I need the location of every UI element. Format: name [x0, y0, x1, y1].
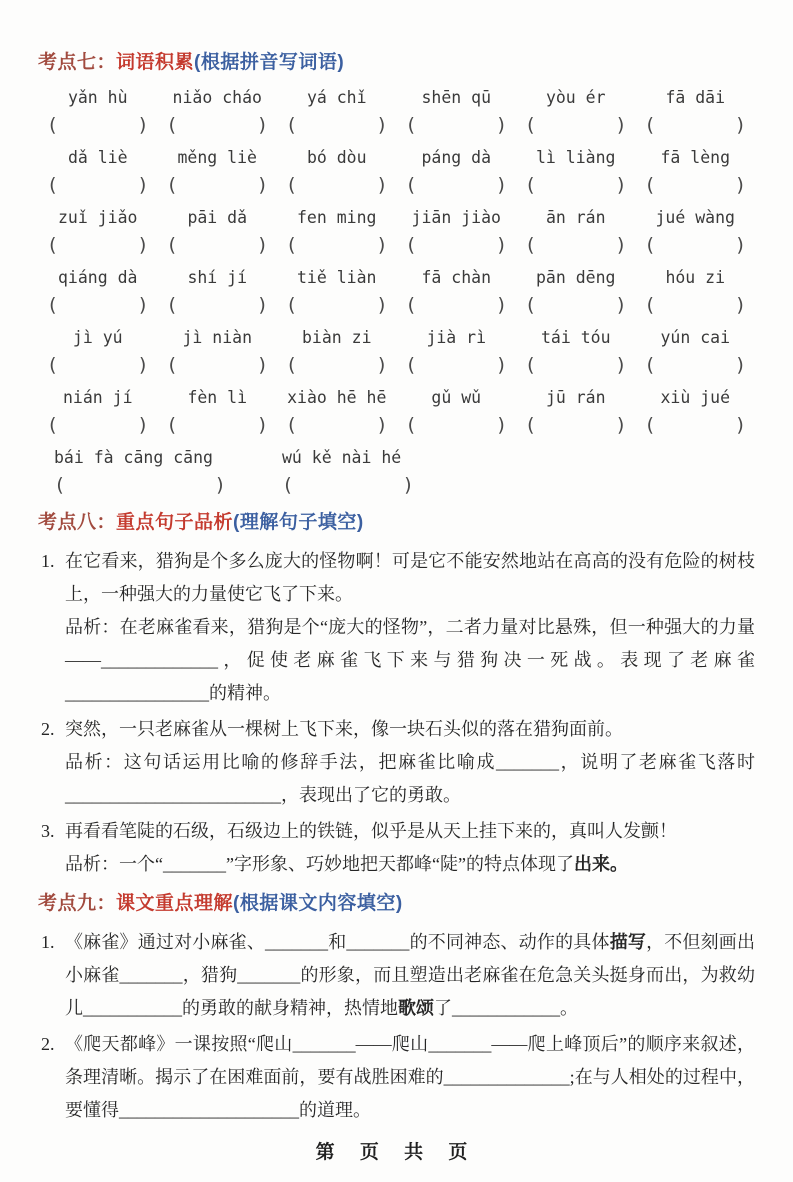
- paren-close: ): [137, 414, 149, 436]
- paren-open: (: [524, 174, 537, 196]
- section9-title: [38, 891, 755, 917]
- answer-blank: [405, 170, 507, 200]
- pinyin-word: jiān jiào: [411, 208, 501, 227]
- pinyin-cell: [397, 385, 517, 440]
- pinyin-cell: [38, 205, 158, 260]
- paren-close: ): [734, 234, 747, 256]
- pinyin-cell: [38, 325, 158, 380]
- pinyin-word: dǎ liè: [67, 148, 128, 167]
- pinyin-cell: [397, 205, 517, 260]
- answer-blank: [644, 170, 746, 200]
- paren-close: ): [137, 354, 149, 376]
- paren-open: (: [405, 174, 417, 196]
- section9-title-prefix: 考点九：: [38, 893, 117, 914]
- answer-blank: [525, 350, 627, 380]
- pinyin-word: měng liè: [177, 148, 257, 167]
- section7-title: [38, 50, 755, 76]
- answer-blank: [166, 290, 268, 320]
- paren-open: (: [166, 294, 178, 316]
- pinyin-word: fen ming: [297, 208, 377, 227]
- pinyin-cell: [158, 205, 278, 260]
- paren-open: (: [46, 354, 59, 376]
- section8-title-note: (理解句子填空): [233, 512, 364, 533]
- paren-open: (: [644, 234, 656, 256]
- section7-title-note: (根据拼音写词语): [194, 52, 345, 73]
- paren-close: ): [734, 174, 747, 196]
- text-segment: 再看看笔陡的石级，石级边上的铁链，似乎是从天上挂下来的，真叫人发颤！: [65, 821, 677, 841]
- pinyin-word: yòu ér: [545, 88, 606, 107]
- pinyin-cell: [158, 265, 278, 320]
- answer-blank: [47, 410, 149, 440]
- pinyin-cell: [516, 265, 636, 320]
- paragraph: [65, 926, 755, 1025]
- pinyin-word: shí jí: [187, 268, 248, 287]
- question-item: [38, 926, 755, 1025]
- pinyin-grid: [38, 85, 755, 500]
- item-number: 2.: [41, 719, 55, 739]
- pinyin-word: wú kě nài hé: [282, 448, 402, 467]
- paren-close: ): [256, 354, 269, 376]
- paren-open: (: [166, 354, 178, 376]
- paren-close: ): [376, 354, 388, 376]
- paren-open: (: [166, 174, 178, 196]
- paren-open: (: [524, 114, 537, 136]
- paren-close: ): [137, 114, 149, 136]
- pinyin-cell: [516, 85, 636, 140]
- paren-open: (: [166, 234, 178, 256]
- answer-blank: [166, 230, 268, 260]
- answer-blank: [644, 230, 746, 260]
- pinyin-row: [38, 265, 755, 320]
- paren-open: (: [46, 114, 59, 136]
- answer-blank: [286, 110, 388, 140]
- text-segment: 突然，一只老麻雀从一棵树上飞下来，像一块石头似的落在猎狗面前。: [65, 719, 623, 739]
- answer-blank: [525, 230, 627, 260]
- paren-close: ): [256, 174, 269, 196]
- section8-title-topic: 重点句子品析: [116, 512, 234, 533]
- paren-open: (: [644, 354, 656, 376]
- paren-open: (: [524, 414, 537, 436]
- section-sentence-analysis: [38, 510, 755, 881]
- pinyin-word: hóu zi: [665, 268, 726, 287]
- paren-close: ): [402, 474, 414, 496]
- paren-open: (: [524, 234, 537, 256]
- paren-close: ): [615, 174, 627, 196]
- paren-open: (: [285, 174, 298, 196]
- section9-title-topic: 课文重点理解: [116, 893, 234, 914]
- paragraph: [65, 848, 755, 881]
- question-item: [38, 1028, 755, 1127]
- pinyin-word: bái fà cāng cāng: [54, 448, 213, 467]
- answer-blank: [166, 410, 268, 440]
- bold-text: 歌颂: [398, 998, 434, 1018]
- paren-close: ): [495, 414, 508, 436]
- paren-close: ): [615, 414, 627, 436]
- pinyin-cell: [38, 85, 158, 140]
- paren-open: (: [285, 414, 298, 436]
- paren-close: ): [615, 354, 627, 376]
- pinyin-cell: [158, 145, 278, 200]
- paren-close: ): [495, 114, 508, 136]
- pinyin-cell: [277, 265, 397, 320]
- text-segment: 《麻雀》通过对小麻雀、_______和_______的不同神态、动作的具体: [65, 932, 610, 952]
- answer-blank: [644, 290, 746, 320]
- pinyin-cell: [636, 85, 756, 140]
- pinyin-word: pāi dǎ: [187, 208, 248, 227]
- paren-open: (: [644, 174, 656, 196]
- pinyin-cell: [277, 385, 397, 440]
- pinyin-word: bó dòu: [306, 148, 367, 167]
- pinyin-word: xiù jué: [660, 388, 731, 407]
- pinyin-cell: [636, 325, 756, 380]
- pinyin-word: fā dāi: [665, 88, 726, 107]
- paren-open: (: [166, 414, 178, 436]
- pinyin-word: jué wàng: [655, 208, 735, 227]
- paren-close: ): [137, 234, 149, 256]
- paren-open: (: [405, 414, 417, 436]
- answer-blank: [525, 110, 627, 140]
- paragraph: [65, 746, 755, 812]
- pinyin-cell: [516, 205, 636, 260]
- answer-blank: [405, 230, 507, 260]
- text-segment: 了____________。: [434, 998, 578, 1018]
- paren-close: ): [376, 234, 388, 256]
- pinyin-word: xiào hē hē: [287, 388, 387, 407]
- paren-close: ): [734, 294, 747, 316]
- pinyin-word: yún cai: [660, 328, 731, 347]
- paren-open: (: [46, 234, 59, 256]
- answer-blank: [166, 170, 268, 200]
- pinyin-cell: [158, 325, 278, 380]
- pinyin-word: ān rán: [545, 208, 606, 227]
- answer-blank: [644, 350, 746, 380]
- answer-blank: [525, 170, 627, 200]
- pinyin-word: pān dēng: [536, 268, 616, 287]
- answer-blank: [47, 110, 149, 140]
- paren-close: ): [376, 414, 388, 436]
- pinyin-cell: [397, 265, 517, 320]
- item-number: 1.: [41, 932, 55, 952]
- pinyin-word: qiáng dà: [58, 268, 138, 287]
- paren-close: ): [256, 294, 269, 316]
- question-item: [38, 545, 755, 710]
- pinyin-cell: [277, 325, 397, 380]
- answer-blank: [644, 110, 746, 140]
- text-segment: 品析：一个“_______”字形象、巧妙地把天都峰“陡”的特点体现了: [65, 854, 574, 874]
- paren-open: (: [285, 234, 298, 256]
- section9-items: [38, 926, 755, 1127]
- pinyin-word: jì niàn: [182, 328, 253, 347]
- page-footer: 第 页 共 页: [315, 1142, 478, 1163]
- answer-blank: [405, 350, 507, 380]
- section8-items: [38, 545, 755, 881]
- section7-title-prefix: 考点七：: [38, 52, 117, 73]
- paragraph: [65, 611, 755, 710]
- section7-title-topic: 词语积累: [116, 52, 195, 73]
- paren-open: (: [285, 294, 298, 316]
- pinyin-cell: [397, 325, 517, 380]
- pinyin-row-wide: [54, 445, 755, 500]
- paren-close: ): [214, 474, 226, 496]
- paren-open: (: [282, 474, 294, 496]
- paren-open: (: [644, 114, 656, 136]
- pinyin-cell: [397, 85, 517, 140]
- paren-close: ): [615, 114, 627, 136]
- pinyin-cell: [38, 145, 158, 200]
- pinyin-word: tái tóu: [540, 328, 611, 347]
- paren-close: ): [495, 174, 508, 196]
- pinyin-row: [38, 85, 755, 140]
- pinyin-word: shēn qū: [421, 88, 492, 107]
- paragraph: [65, 713, 755, 746]
- question-item: [38, 815, 755, 881]
- paren-open: (: [644, 414, 656, 436]
- pinyin-word: jū rán: [545, 388, 606, 407]
- pinyin-cell: [277, 145, 397, 200]
- text-segment: 品析：在老麻雀看来，猎狗是个“庞大的怪物”，二者力量对比悬殊，但一种强大的力量——_____________，促使老麻雀飞下来与猎狗决一死战。表现了老麻雀________________的精神。: [65, 617, 755, 703]
- paren-open: (: [46, 294, 59, 316]
- paren-open: (: [46, 414, 59, 436]
- paren-close: ): [376, 174, 388, 196]
- paren-close: ): [615, 234, 627, 256]
- pinyin-cell: [38, 385, 158, 440]
- paren-close: ): [615, 294, 627, 316]
- paren-close: ): [137, 294, 149, 316]
- text-segment: ，不但刻画出小麻雀_______，猎狗_______的形象，而且塑造出老麻雀在危急关头挺身而出，为救幼儿___________的勇敢的献身精神，热情地: [65, 932, 755, 1018]
- pinyin-word: tiě liàn: [297, 268, 377, 287]
- pinyin-word: jì yú: [72, 328, 123, 347]
- pinyin-cell: [38, 265, 158, 320]
- paren-open: (: [46, 174, 59, 196]
- pinyin-cell: [277, 85, 397, 140]
- answer-blank: [286, 230, 388, 260]
- answer-blank: [166, 350, 268, 380]
- answer-blank: [47, 290, 149, 320]
- pinyin-word: gǔ wǔ: [431, 388, 482, 407]
- paren-close: ): [376, 114, 388, 136]
- answer-blank: [47, 350, 149, 380]
- pinyin-row: [38, 205, 755, 260]
- pinyin-cell: [636, 385, 756, 440]
- pinyin-word: lì liàng: [536, 148, 616, 167]
- answer-blank: [525, 410, 627, 440]
- answer-blank: [166, 110, 268, 140]
- pinyin-cell: [636, 205, 756, 260]
- paren-open: (: [524, 354, 537, 376]
- answer-blank: [286, 410, 388, 440]
- answer-blank: [282, 470, 414, 500]
- bold-text: 描写: [609, 932, 647, 952]
- pinyin-word: yá chǐ: [306, 88, 367, 107]
- pinyin-cell: [636, 265, 756, 320]
- paren-close: ): [734, 114, 747, 136]
- paren-open: (: [524, 294, 537, 316]
- pinyin-row: [38, 145, 755, 200]
- pinyin-word: fā chàn: [421, 268, 492, 287]
- pinyin-cell: [636, 145, 756, 200]
- paren-close: ): [256, 114, 269, 136]
- bold-text: 出来。: [573, 854, 628, 874]
- answer-blank: [286, 350, 388, 380]
- pinyin-cell: [158, 85, 278, 140]
- paren-close: ): [495, 294, 508, 316]
- paren-open: (: [644, 294, 656, 316]
- pinyin-cell: [54, 445, 226, 500]
- pinyin-word: biàn zi: [301, 328, 372, 347]
- pinyin-word: yǎn hù: [67, 88, 128, 107]
- paren-open: (: [54, 474, 66, 496]
- pinyin-word: nián jí: [62, 388, 133, 407]
- answer-blank: [47, 170, 149, 200]
- paren-open: (: [285, 354, 298, 376]
- paren-close: ): [495, 354, 508, 376]
- paren-open: (: [166, 114, 178, 136]
- paren-close: ): [376, 294, 388, 316]
- text-segment: 品析：这句话运用比喻的修辞手法，把麻雀比喻成_______，说明了老麻雀飞落时________________________，表现出了它的勇敢。: [65, 752, 755, 805]
- paragraph: [65, 1028, 755, 1127]
- answer-blank: [54, 470, 226, 500]
- answer-blank: [47, 230, 149, 260]
- pinyin-word: páng dà: [421, 148, 492, 167]
- answer-blank: [405, 110, 507, 140]
- pinyin-row: [38, 385, 755, 440]
- paren-close: ): [495, 234, 508, 256]
- item-number: 2.: [41, 1034, 55, 1054]
- paragraph: [65, 815, 755, 848]
- pinyin-cell: [282, 445, 414, 500]
- pinyin-word: niǎo cháo: [172, 88, 262, 107]
- section8-title: [38, 510, 755, 536]
- pinyin-cell: [516, 325, 636, 380]
- paren-close: ): [734, 414, 747, 436]
- paren-open: (: [405, 354, 417, 376]
- answer-blank: [644, 410, 746, 440]
- paren-open: (: [285, 114, 298, 136]
- paren-close: ): [734, 354, 747, 376]
- pinyin-cell: [516, 385, 636, 440]
- text-segment: 在它看来，猎狗是个多么庞大的怪物啊！可是它不能安然地站在高高的没有危险的树枝上，一种强大的力量使它飞了下来。: [65, 551, 755, 604]
- pinyin-cell: [397, 145, 517, 200]
- answer-blank: [286, 170, 388, 200]
- section-text-comprehension: [38, 891, 755, 1127]
- section-pinyin: [38, 50, 755, 500]
- answer-blank: [405, 410, 507, 440]
- paragraph: [65, 545, 755, 611]
- paren-close: ): [256, 414, 269, 436]
- text-segment: 《爬天都峰》一课按照“爬山_______——爬山_______——爬上峰顶后”的顺序来叙述，条理清晰。揭示了在困难面前，要有战胜困难的______________;在与人相处的过程中，要懂得____________________的道理。: [65, 1034, 755, 1120]
- answer-blank: [286, 290, 388, 320]
- item-number: 3.: [41, 821, 55, 841]
- answer-blank: [405, 290, 507, 320]
- section9-title-note: (根据课文内容填空): [233, 893, 403, 914]
- paren-close: ): [137, 174, 149, 196]
- paren-open: (: [405, 294, 417, 316]
- pinyin-word: jià rì: [426, 328, 487, 347]
- pinyin-word: fā lèng: [660, 148, 731, 167]
- question-item: [38, 713, 755, 812]
- pinyin-cell: [277, 205, 397, 260]
- pinyin-word: fèn lì: [187, 388, 248, 407]
- pinyin-word: zuǐ jiǎo: [58, 208, 138, 227]
- answer-blank: [525, 290, 627, 320]
- pinyin-row: [38, 325, 755, 380]
- paren-open: (: [405, 114, 417, 136]
- paren-close: ): [256, 234, 269, 256]
- pinyin-cell: [516, 145, 636, 200]
- section8-title-prefix: 考点八：: [38, 512, 117, 533]
- pinyin-cell: [158, 385, 278, 440]
- paren-open: (: [405, 234, 417, 256]
- item-number: 1.: [41, 551, 55, 571]
